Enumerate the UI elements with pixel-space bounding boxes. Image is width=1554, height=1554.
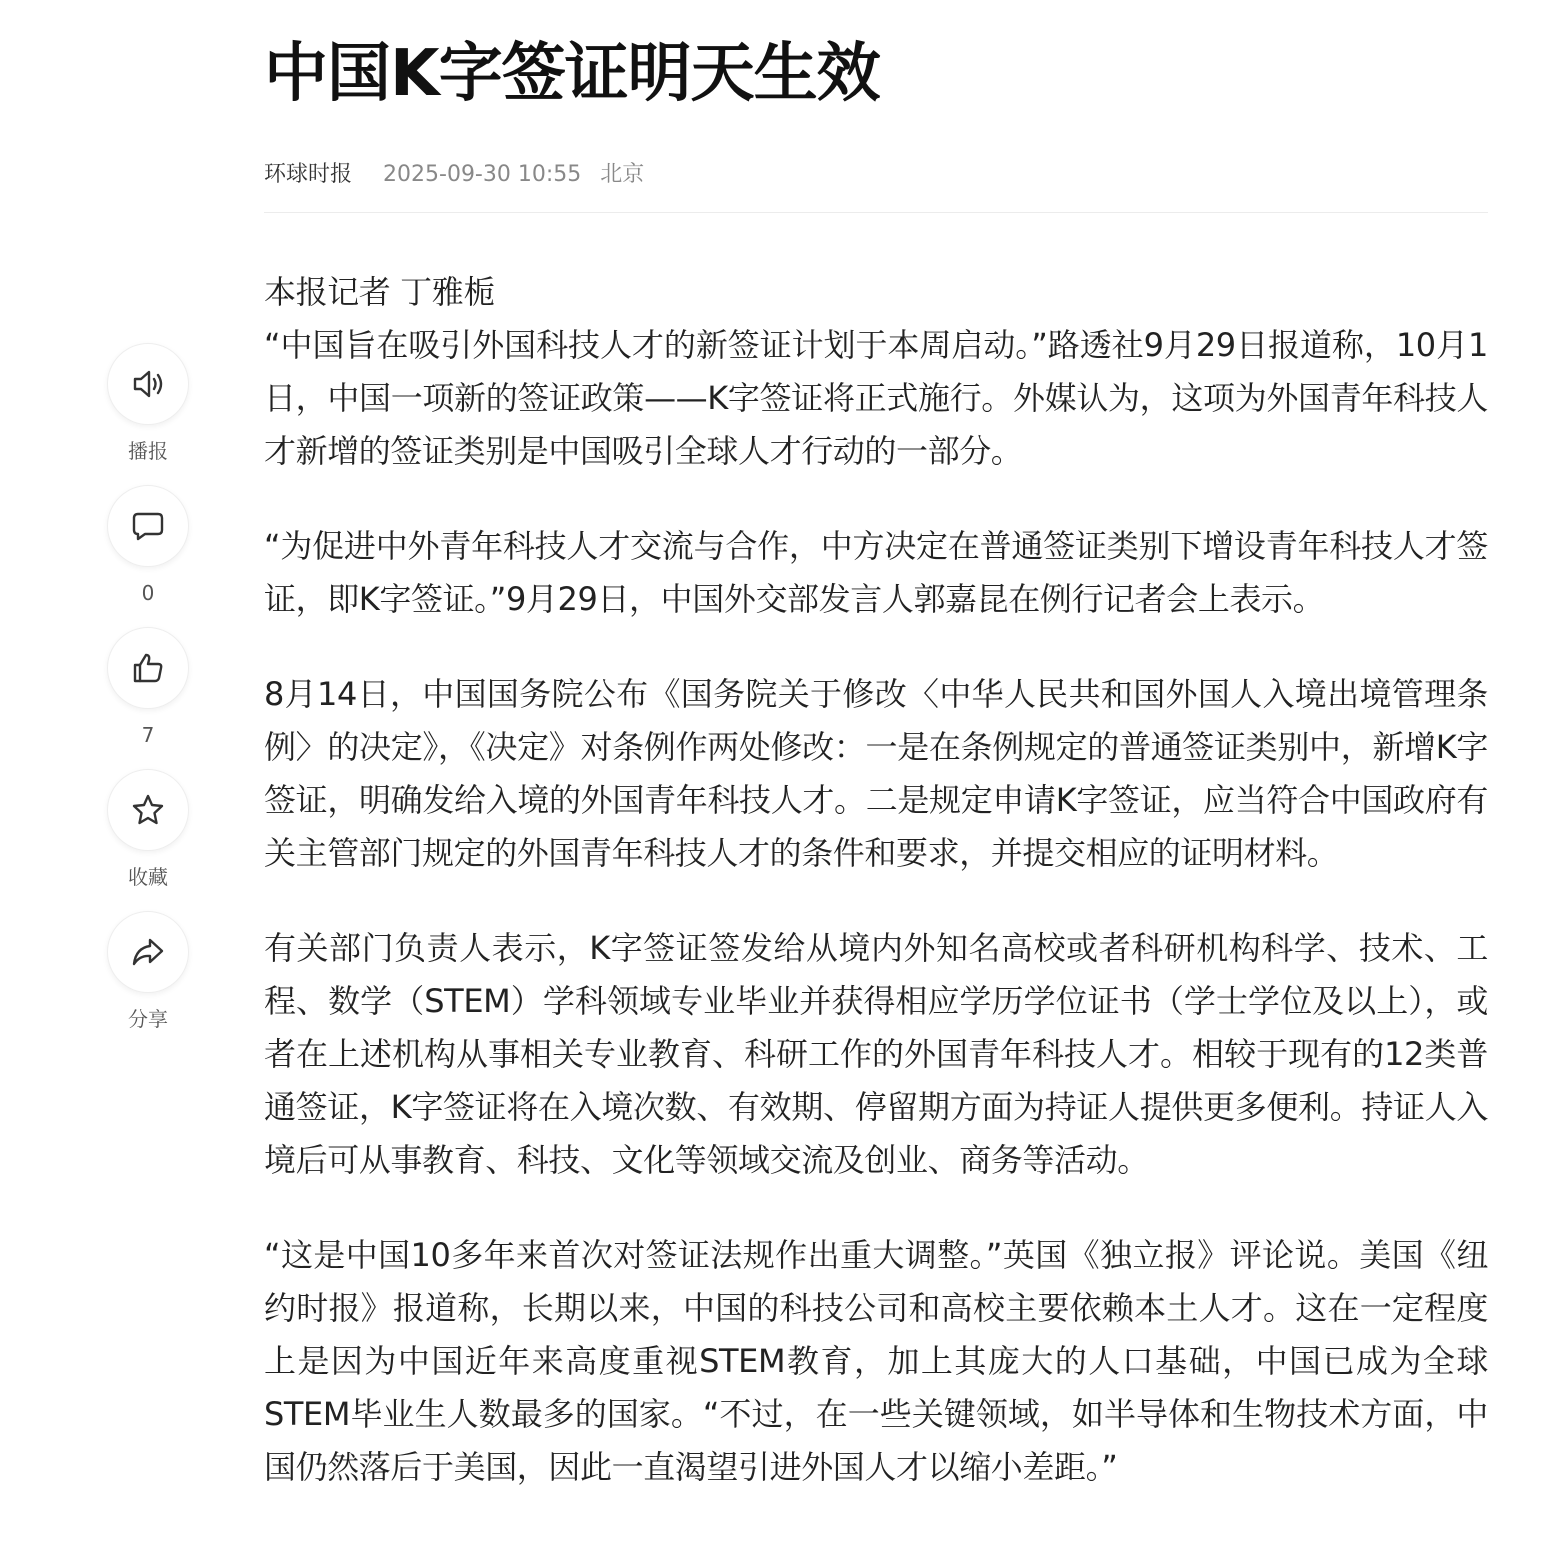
article-paragraph: 有关部门负责人表示，K字签证签发给从境内外知名高校或者科研机构科学、技术、工程、数学（STEM）学科领域专业毕业并获得相应学历学位证书（学士学位及以上），或者在上述机构从事相关专业教育、科研工作的外国青年科技人才。相较于现有的12类普通签证，K字签证将在入境次数、有效期、停留期方面为持证人提供更多便利。持证人入境后可从事教育、科技、文化等领域交流及创业、商务等活动。 <box>264 929 1488 1179</box>
header-divider <box>264 212 1488 213</box>
share-action[interactable] <box>107 911 189 1033</box>
comment-icon <box>130 508 166 544</box>
favorite-label: 收藏 <box>128 865 168 889</box>
speaker-icon <box>130 366 166 402</box>
like-count: 7 <box>141 723 155 747</box>
article-paragraph: “为促进中外青年科技人才交流与合作，中方决定在普通签证类别下增设青年科技人才签证，即K字签证。”9月29日，中国外交部发言人郭嘉昆在例行记者会上表示。 <box>264 527 1488 618</box>
article-location: 北京 <box>600 162 645 187</box>
play-label: 播报 <box>128 439 168 463</box>
favorite-action[interactable] <box>107 769 189 891</box>
article-meta <box>264 158 644 192</box>
article-paragraph: “这是中国10多年来首次对签证法规作出重大调整。”英国《独立报》评论说。美国《纽约时报》报道称，长期以来，中国的科技公司和高校主要依赖本土人才。这在一定程度上是因为中国近年来高度重视STEM教育，加上其庞大的人口基础，中国已成为全球STEM毕业生人数最多的国家。“不过，在一些关键领域，如半导体和生物技术方面，中国仍然落后于美国，因此一直渴望引进外国人才以缩小差距。” <box>264 1236 1488 1486</box>
comment-action[interactable] <box>107 485 189 607</box>
like-button[interactable] <box>107 627 189 709</box>
like-action[interactable] <box>107 627 189 749</box>
article-body <box>264 266 1488 1536</box>
article-byline: 本报记者 丁雅栀 <box>264 273 495 311</box>
comment-button[interactable] <box>107 485 189 567</box>
article-paragraph: 8月14日，中国国务院公布《国务院关于修改〈中华人民共和国外国人入境出境管理条例〉的决定》，《决定》对条例作两处修改：一是在条例规定的普通签证类别中，新增K字签证，明确发给入境的外国青年科技人才。二是规定申请K字签证，应当符合中国政府有关主管部门规定的外国青年科技人才的条件和要求，并提交相应的证明材料。 <box>264 675 1488 872</box>
play-action[interactable] <box>107 343 189 465</box>
article-paragraph: “中国旨在吸引外国科技人才的新签证计划于本周启动。”路透社9月29日报道称，10月1日，中国一项新的签证政策——K字签证将正式施行。外媒认为，这项为外国青年科技人才新增的签证类别是中国吸引全球人才行动的一部分。 <box>264 326 1488 470</box>
article-source[interactable]: 环球时报 <box>264 162 353 187</box>
share-arrow-icon <box>130 934 166 970</box>
article-title: 中国K字签证明天生效 <box>264 37 880 111</box>
star-icon <box>130 792 166 828</box>
share-label: 分享 <box>128 1007 168 1031</box>
comment-count: 0 <box>141 581 155 605</box>
thumbs-up-icon <box>130 650 166 686</box>
article-time: 2025-09-30 10:55 <box>383 162 582 187</box>
favorite-button[interactable] <box>107 769 189 851</box>
share-button[interactable] <box>107 911 189 993</box>
play-button[interactable] <box>107 343 189 425</box>
